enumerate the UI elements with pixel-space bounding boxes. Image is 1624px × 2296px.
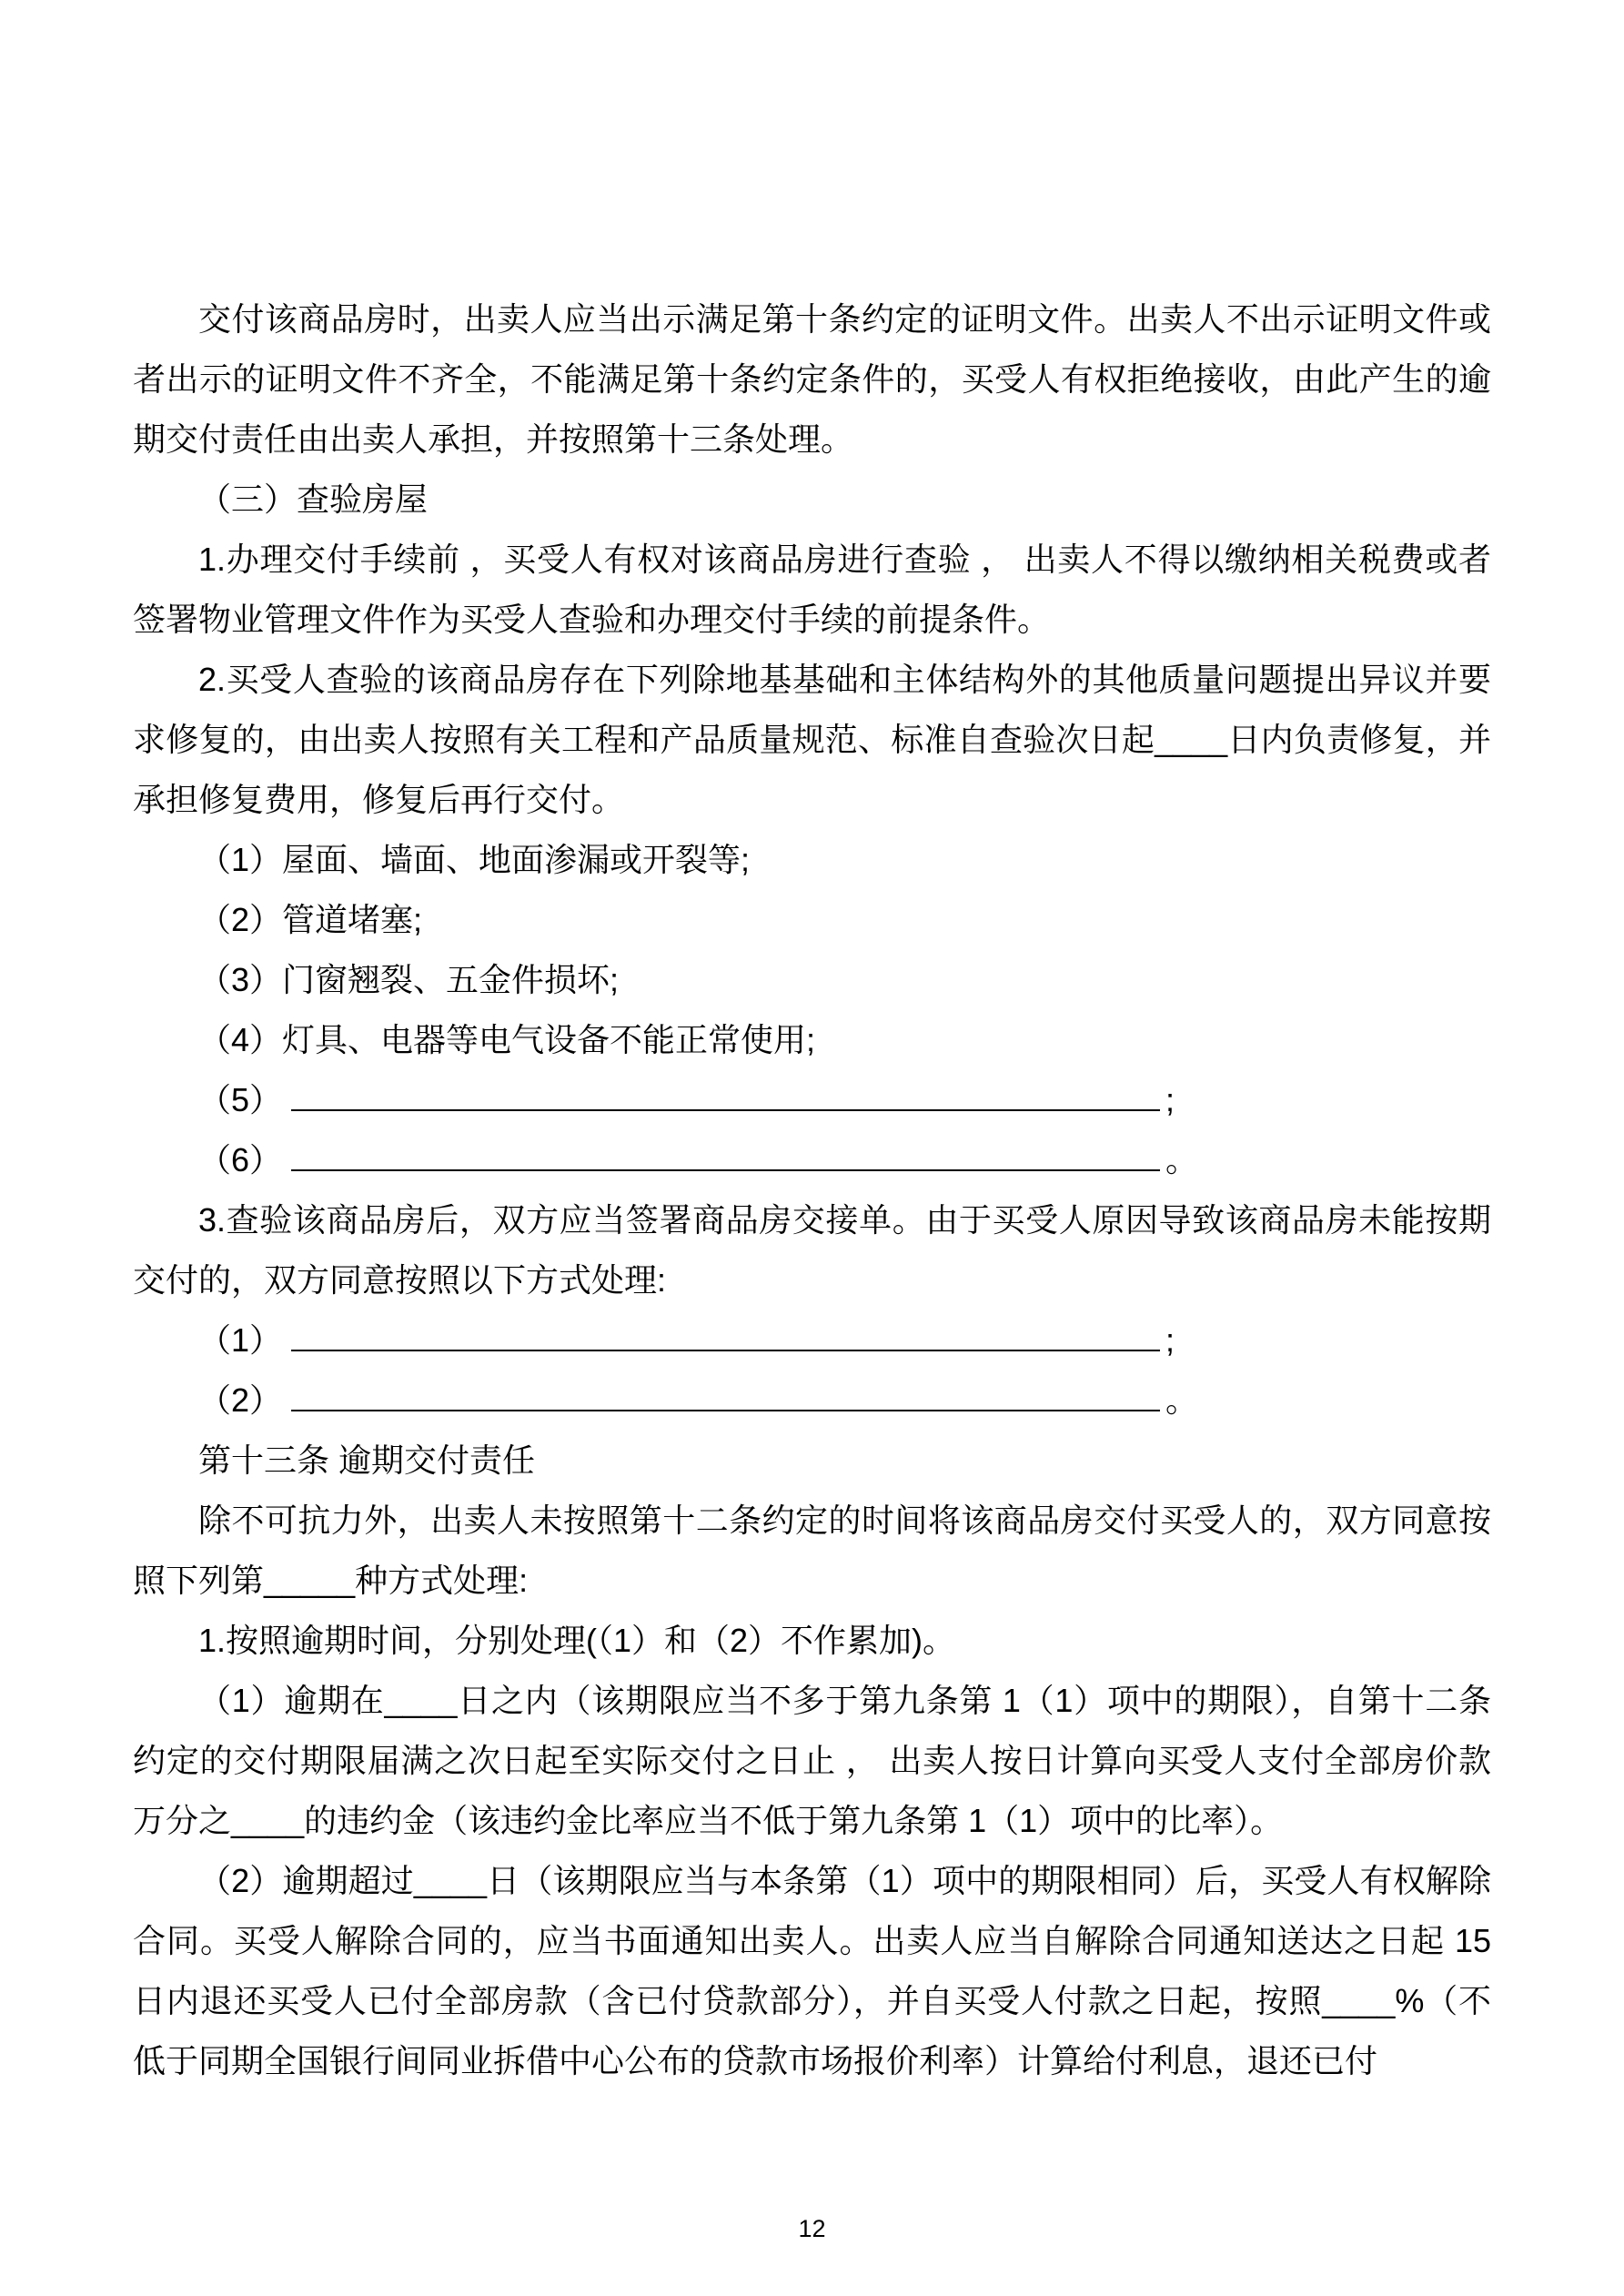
blank-line-item <box>133 1310 1491 1371</box>
blank-item-punctuation: ; <box>1165 1321 1175 1359</box>
paragraph: 交付该商品房时，出卖人应当出示满足第十条约定的证明文件。出卖人不出示证明文件或者出示的证明文件不齐全，不能满足第十条约定条件的，买受人有权拒绝接收，由此产生的逾期交付责任由出卖人承担，并按照第十三条处理。 <box>133 300 1491 458</box>
list-item: （2）管道堵塞; <box>198 901 423 938</box>
section-heading: 第十三条 逾期交付责任 <box>198 1441 536 1479</box>
blank-item-punctuation: ; <box>1165 1081 1175 1118</box>
list-item: （3）门窗翘裂、五金件损坏; <box>198 961 620 998</box>
fill-in-blank-line <box>291 1350 1160 1351</box>
paragraph: 1.办理交付手续前 ，买受人有权对该商品房进行查验 ， 出卖人不得以缴纳相关税费或者签署物业管理文件作为买受人查验和办理交付手续的前提条件。 <box>133 541 1491 638</box>
blank-item-label: （1） <box>198 1321 283 1359</box>
fill-in-blank-line <box>291 1109 1160 1111</box>
paragraph: 2.买受人查验的该商品房存在下列除地基基础和主体结构外的其他质量问题提出异议并要求修复的，由出卖人按照有关工程和产品质量规范、标准自查验次日起____日内负责修复，并承担修复费用，修复后再行交付。 <box>133 661 1491 818</box>
blank-item-punctuation: 。 <box>1165 1141 1199 1178</box>
paragraph: （2）逾期超过____日（该期限应当与本条第（1）项中的期限相同）后，买受人有权解除合同。买受人解除合同的，应当书面通知出卖人。出卖人应当自解除合同通知送达之日起 15 日内退还买受人已付全部房款（含已付贷款部分），并自买受人付款之日起，按照____%（不低于同期全国银行间同业拆借中心公布的贷款市场报价利率）计算给付利息，退还已付 <box>133 1862 1491 2079</box>
section-heading: （三）查验房屋 <box>198 480 429 518</box>
paragraph: 1.按照逾期时间，分别处理(（1）和（2）不作累加)。 <box>198 1622 956 1659</box>
page-number: 12 <box>798 2215 826 2242</box>
blank-item-punctuation: 。 <box>1165 1381 1199 1419</box>
blank-item-label: （2） <box>198 1381 283 1419</box>
blank-line-item <box>133 1130 1491 1190</box>
paragraph: 3.查验该商品房后，双方应当签署商品房交接单。由于买受人原因导致该商品房未能按期交付的，双方同意按照以下方式处理: <box>133 1201 1491 1299</box>
blank-line-item <box>133 1371 1491 1431</box>
document-content <box>133 289 1491 2091</box>
list-item: （1）屋面、墙面、地面渗漏或开裂等; <box>198 841 751 878</box>
paragraph: 除不可抗力外，出卖人未按照第十二条约定的时间将该商品房交付买受人的，双方同意按照下列第_____种方式处理: <box>133 1502 1491 1599</box>
blank-line-item <box>133 1070 1491 1130</box>
list-item: （4）灯具、电器等电气设备不能正常使用; <box>198 1021 816 1058</box>
blank-item-label: （5） <box>198 1081 283 1118</box>
fill-in-blank-line <box>291 1410 1160 1411</box>
fill-in-blank-line <box>291 1169 1160 1171</box>
paragraph: （1）逾期在____日之内（该期限应当不多于第九条第 1（1）项中的期限），自第十二条约定的交付期限届满之次日起至实际交付之日止 ， 出卖人按日计算向买受人支付全部房价款万分之____的违约金（该违约金比率应当不低于第九条第 1（1）项中的比率）。 <box>133 1682 1491 1839</box>
blank-item-label: （6） <box>198 1141 283 1178</box>
